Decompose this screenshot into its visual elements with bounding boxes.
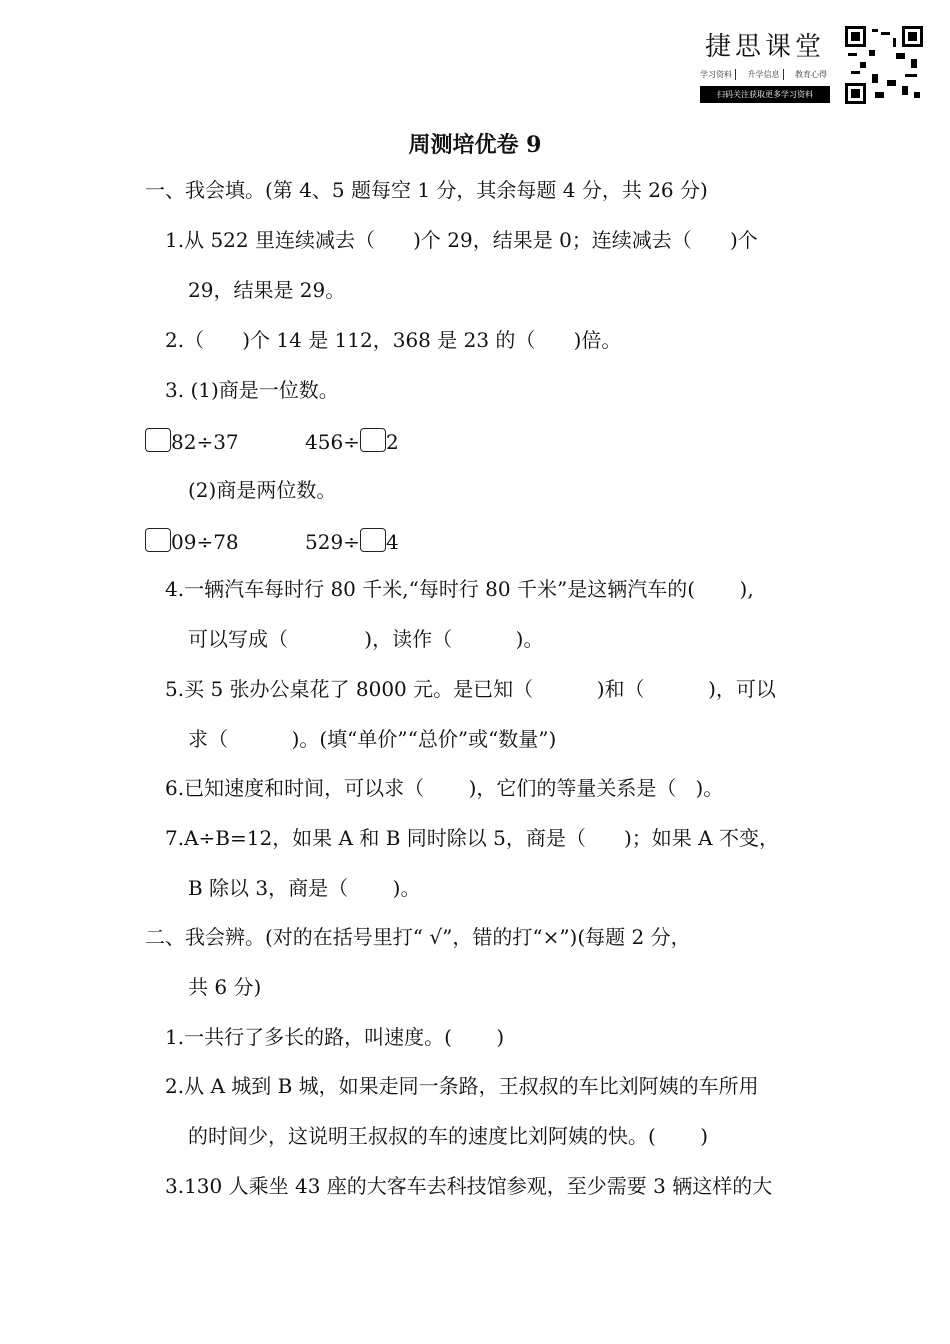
question-4-cont: 可以写成（ )，读作（ )。 — [188, 627, 544, 651]
expression: 2 — [385, 430, 399, 454]
judge-question-2: 2.从 A 城到 B 城，如果走同一条路，王叔叔的车比刘阿姨的车所用 — [165, 1074, 759, 1098]
answer-box[interactable] — [360, 528, 386, 552]
question-3-2-a — [145, 528, 239, 554]
question-6: 6.已知速度和时间，可以求（ )，它们的等量关系是（ )。 — [165, 776, 724, 800]
answer-box[interactable] — [145, 428, 171, 452]
judge-question-1: 1.一共行了多长的路，叫速度。( ) — [165, 1025, 505, 1049]
section-1-heading: 一、我会填。(第 4、5 题每空 1 分，其余每题 4 分，共 26 分) — [145, 178, 708, 202]
judge-question-2-cont: 的时间少，这说明王叔叔的车的速度比刘阿姨的快。( ) — [188, 1124, 709, 1148]
question-3: 3. (1)商是一位数。 — [165, 378, 339, 402]
question-7-cont: B 除以 3，商是（ )。 — [188, 876, 421, 900]
question-3-1-b — [305, 428, 399, 454]
brand-tag: 学习资料 — [700, 69, 736, 80]
page-title: 周测培优卷 9 — [408, 132, 542, 158]
question-3-2: (2)商是两位数。 — [188, 478, 337, 502]
question-5: 5.买 5 张办公桌花了 8000 元。是已知（ )和（ )，可以 — [165, 677, 776, 701]
question-4: 4.一辆汽车每时行 80 千米,“每时行 80 千米”是这辆汽车的( ), — [165, 577, 754, 601]
brand-tag: 教育心得 — [795, 70, 827, 79]
expression: 4 — [385, 530, 399, 554]
brand-tags — [700, 69, 830, 80]
brand-tag: 升学信息 — [748, 69, 784, 80]
brand-banner: 扫码关注获取更多学习资料 — [700, 86, 830, 103]
answer-box[interactable] — [360, 428, 386, 452]
question-7: 7.A÷B=12，如果 A 和 B 同时除以 5，商是（ )；如果 A 不变， — [165, 826, 779, 850]
judge-question-3: 3.130 人乘坐 43 座的大客车去科技馆参观，至少需要 3 辆这样的大 — [165, 1174, 773, 1198]
expression: 09÷78 — [171, 530, 239, 554]
question-1: 1.从 522 里连续减去（ )个 29，结果是 0；连续减去（ )个 — [165, 228, 758, 252]
answer-box[interactable] — [145, 528, 171, 552]
expression: 82÷37 — [171, 430, 239, 454]
question-2: 2.（ )个 14 是 112，368 是 23 的（ )倍。 — [165, 328, 622, 352]
question-3-2-b — [305, 528, 399, 554]
question-1-cont: 29，结果是 29。 — [188, 278, 346, 302]
expression: 456÷ — [305, 430, 360, 454]
section-2-heading-cont: 共 6 分) — [188, 975, 262, 999]
brand-name: 捷思课堂 — [704, 32, 825, 62]
question-5-cont: 求（ )。(填“单价”“总价”或“数量”) — [188, 727, 557, 751]
question-3-1-a — [145, 428, 239, 454]
expression: 529÷ — [305, 530, 360, 554]
qr-code-icon — [845, 26, 923, 104]
brand-logo — [700, 26, 830, 103]
section-2-heading: 二、我会辨。(对的在括号里打“ √”，错的打“×”)(每题 2 分， — [145, 925, 691, 949]
